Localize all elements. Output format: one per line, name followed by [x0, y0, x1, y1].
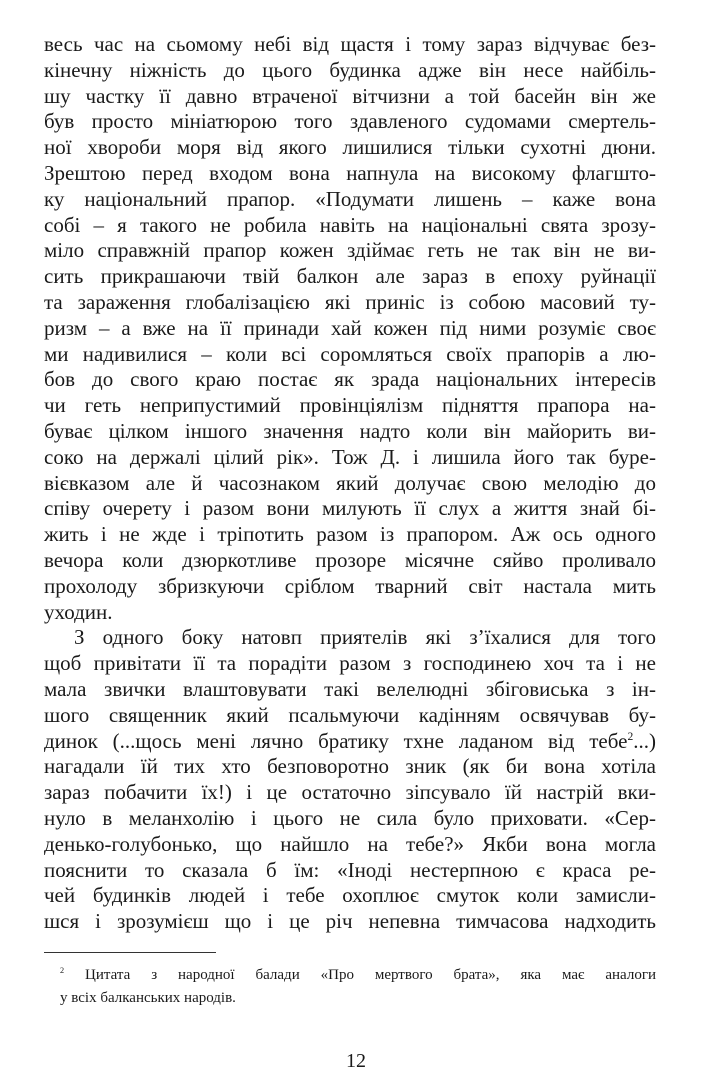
text-line: нагадали їй тих хто безповоротно зник (як би вона хотіла [44, 754, 656, 779]
text-segment: ...) [633, 728, 656, 753]
text-line [44, 729, 656, 755]
text-line: Зрештою перед входом вона напнула на високому флагшто- [44, 160, 656, 185]
text-line: кінечну ніжність до цього будинка адже він несе найбіль- [44, 57, 656, 82]
text-line: уходин. [44, 599, 113, 624]
text-line: весь час на сьомому небі від щастя і тому зараз відчуває без- [44, 32, 656, 56]
footnote-divider [44, 952, 216, 953]
text-line: зараз побачити їх!) і це остаточно зіпсувало їй настрій вки- [44, 780, 656, 805]
text-line: нуло в меланхолію і цього не сила було приховати. «Сер- [44, 805, 656, 830]
text-line: мала звички влаштовувати такі велелюдні збіговиська з ін- [44, 676, 656, 701]
footnote [44, 964, 656, 1010]
text-line: чи геть неприпустимий провінціялізм підняття прапора на- [44, 393, 656, 418]
footnote-reference[interactable]: 2 [627, 730, 634, 743]
text-line: сить прикрашаючи твій балкон але зараз в епоху руйнації [44, 264, 656, 289]
text-line: щоб привітати її та порадіти разом з господинею хоч та і не [44, 651, 656, 676]
footnote-line: у всіх балканських народів. [60, 990, 236, 1006]
text-line: та зараження глобалізацією які приніс із собою масовий ту- [44, 289, 656, 314]
text-line: співу очерету і разом вони милують її слух а життя знай бі- [44, 496, 656, 521]
text-line: денько-голубонько, що найшло на тебе?» Якби вона могла [44, 831, 656, 856]
text-line: був просто мініатюрою того здавленого судомами смертель- [44, 109, 656, 134]
text-line: пояснити то сказала б їм: «Іноді нестерпною є краса ре- [44, 857, 656, 882]
text-line: прохолоду збризкуючи сріблом тварний світ настала мить [44, 573, 656, 598]
text-line: ку національний прапор. «Подумати лишень – каже вона [44, 186, 656, 211]
text-line: чей будинків людей і тебе охоплює смуток коли замисли- [44, 883, 656, 908]
text-line: міло справжній прапор кожен здіймає геть не так він не ви- [44, 238, 656, 263]
text-segment: динок (...щось мені лячно братику тхне ладаном від тебе [44, 728, 628, 753]
text-line: соко на держалі цілий рік». Тож Д. і лишила його так буре- [44, 444, 656, 469]
page-number: 12 [346, 1050, 366, 1072]
text-line: ної хвороби моря від якого лишилися тільки сухотні дюни. [44, 135, 656, 160]
text-line: жить і не жде і тріпотить разом із прапором. Аж ось одного [44, 522, 656, 547]
text-line: ризм – а вже на її принади хай кожен під ними розуміє своє [44, 315, 656, 340]
text-line: собі – я такого не робила навіть на національні свята зрозу- [44, 212, 656, 237]
footnote-text: Цитата з народної балади «Про мертвого брата», яка має аналоги [85, 967, 656, 983]
footnote-line [44, 964, 656, 987]
text-line: ми надивилися – коли всі соромляться своїх прапорів а лю- [44, 341, 656, 366]
text-line: вієвказом але й часознаком який долучає свою мелодію до [44, 470, 656, 495]
text-line: вечора коли дзюркотливе прозоре місячне сяйво проливало [44, 547, 656, 572]
text-line: шого священник який псальмуючи кадінням освячував бу- [44, 702, 656, 727]
footnote-marker: 2 [60, 966, 65, 975]
text-line: буває цілком іншого значення надто коли він майорить ви- [44, 418, 656, 443]
text-line: бов до свого краю постає як зрада національних інтересів [44, 367, 656, 392]
text-line: шу частку її давно втраченої вітчизни а той басейн він же [44, 83, 656, 108]
text-line: З одного боку натовп приятелів які з’їхалися для того [74, 625, 656, 650]
text-line: шся і зрозумієш що і це річ непевна тимчасова надходить [44, 909, 656, 934]
body-text [44, 32, 656, 935]
